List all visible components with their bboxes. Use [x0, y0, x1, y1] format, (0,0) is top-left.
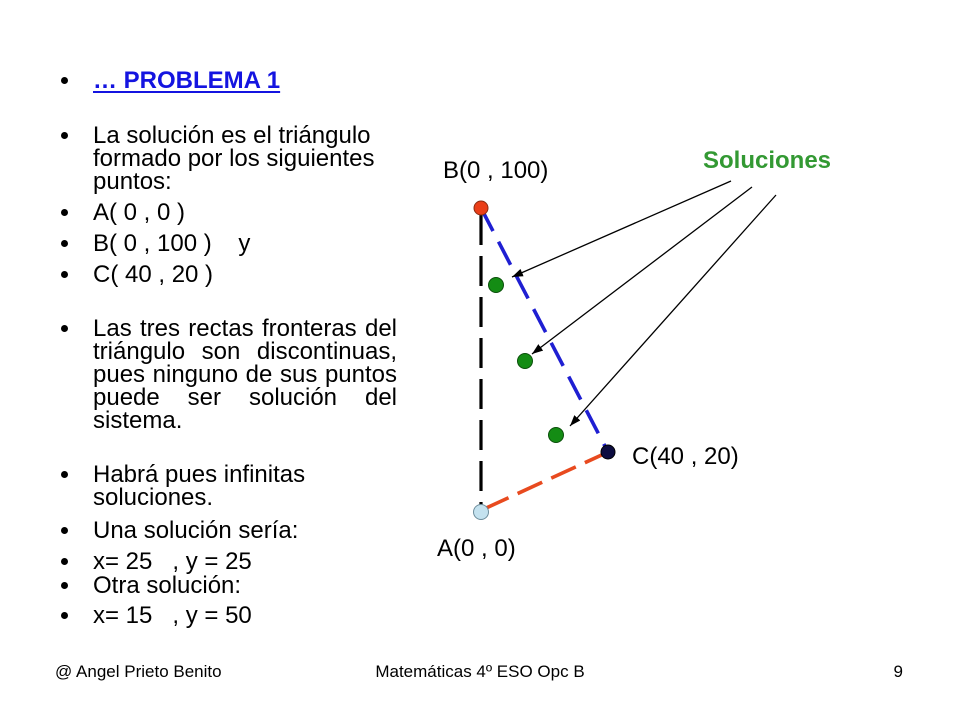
footer-author: @ Angel Prieto Benito: [55, 662, 222, 681]
bullet-item-solution-label-2: [0, 574, 430, 597]
bullet-icon: [61, 612, 68, 619]
vertex-b-point: [474, 201, 488, 215]
intro-text: La solución es el triángulo formado por los siguientes puntos:: [93, 122, 375, 195]
solutions-label: Soluciones: [703, 147, 832, 174]
side-ac-line: [484, 453, 606, 509]
vertex-a-point: [474, 505, 489, 520]
bullet-icon: [61, 471, 68, 478]
solution-label-1: Una solución sería:: [93, 517, 299, 544]
bullet-item-point-b: [0, 232, 430, 255]
solution-label-2: Otra solución:: [93, 572, 242, 599]
solution-arrow: [532, 187, 752, 354]
bullet-icon: [61, 240, 68, 247]
bullet-icon: [61, 527, 68, 534]
vertex-c-label: C(40 , 20): [632, 443, 739, 470]
problem-heading-link[interactable]: … PROBLEMA 1: [93, 67, 281, 94]
solution-point: [518, 354, 533, 369]
solution-arrow: [512, 181, 731, 277]
vertex-b-label: B(0 , 100): [443, 157, 549, 184]
bullet-icon: [61, 132, 68, 139]
bullet-icon: [61, 209, 68, 216]
bullet-item-conclusion: [0, 461, 430, 511]
side-bc-line: [481, 208, 608, 452]
bullet-item-point-a: [0, 201, 430, 224]
solution-2-text: x= 15 , y = 50: [93, 602, 252, 629]
bullet-icon: [61, 558, 68, 565]
vertex-a-label: A(0 , 0): [437, 535, 516, 562]
bullet-item-solution-2: [0, 604, 430, 627]
solution-point: [549, 428, 564, 443]
bullet-icon: [61, 271, 68, 278]
bullet-item-intro: [0, 122, 430, 195]
bullet-item-solution-label-1: [0, 519, 430, 542]
footer-course: Matemáticas 4º ESO Opc B: [375, 662, 585, 681]
bullet-item-point-c: [0, 263, 430, 286]
point-c-text: C( 40 , 20 ): [93, 261, 214, 288]
solution-1-text: x= 25 , y = 25: [93, 548, 252, 575]
bullet-item-solution-1: [0, 550, 430, 573]
explanation-text: Las tres rectas fronteras del triángulo son discontinuas, pues ninguno de sus puntos puede ser solución del sistema.: [93, 315, 397, 434]
bullet-item-explanation: [0, 315, 430, 434]
bullet-icon: [61, 77, 68, 84]
vertex-c-point: [601, 445, 615, 459]
point-a-text: A( 0 , 0 ): [93, 199, 186, 226]
bullet-icon: [61, 582, 68, 589]
conclusion-text: Habrá pues infinitas soluciones.: [93, 461, 306, 511]
point-b-text: B( 0 , 100 ) y: [93, 230, 251, 257]
solution-point: [489, 278, 504, 293]
slide-number: 9: [893, 662, 903, 681]
solution-arrow: [570, 195, 776, 426]
bullet-item-heading: [0, 69, 430, 92]
bullet-icon: [61, 325, 68, 332]
